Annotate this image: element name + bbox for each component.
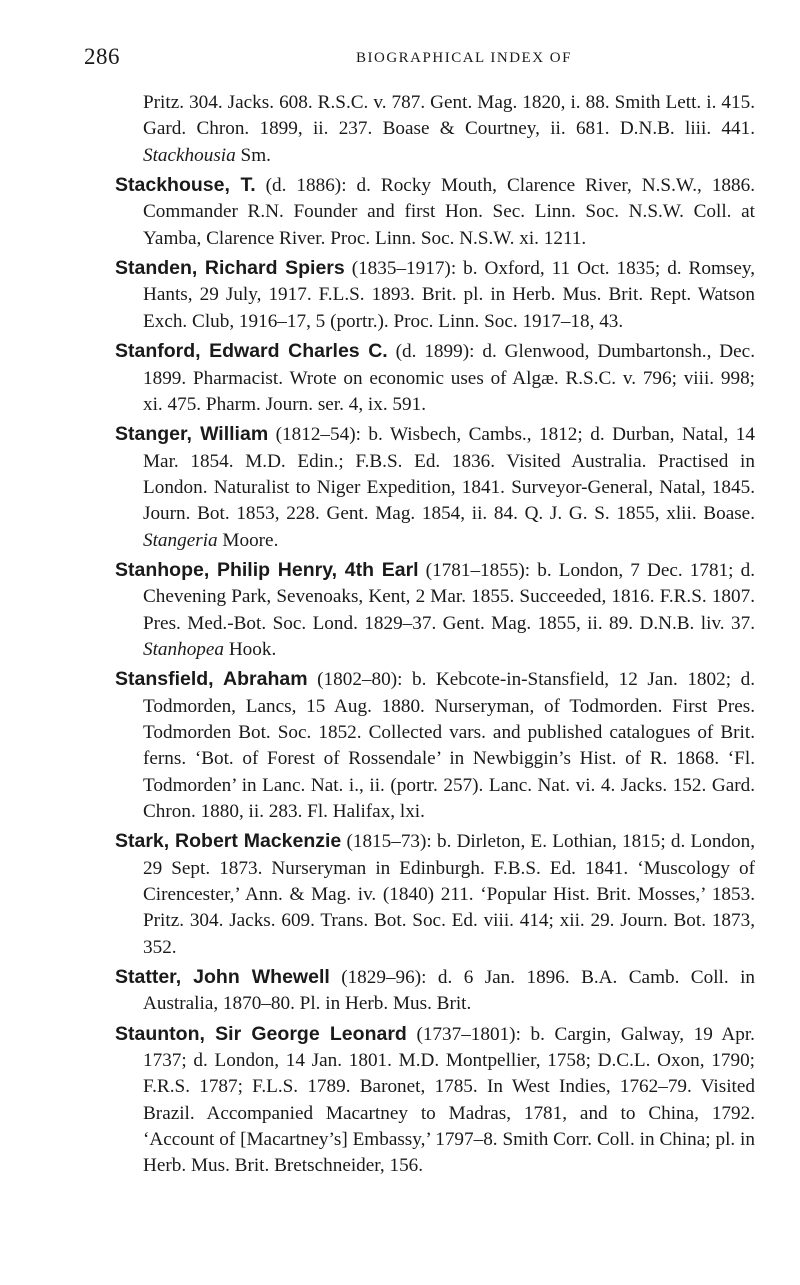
entry-genus: Stanhopea xyxy=(143,638,225,660)
entry-text: (1835–1917): b. Oxford, 11 Oct. 1835; d. Romsey, Hants, 29 July, 1917. F.L.S. 1893. Brit. pl. in Herb. Mus. Brit. Rept. Watson Exch. Club, 1916–17, 5 (portr.). Proc. Linn. Soc. 1917–18, 43. xyxy=(143,258,755,332)
entry-name: Standen, Richard Spiers xyxy=(115,257,345,280)
entry-genus-author: Sm. xyxy=(235,144,271,166)
entry-name: Statter, John Whewell xyxy=(115,966,330,988)
entry-name: Stansfield, Abraham xyxy=(115,668,308,691)
entry-text: (d. 1899): d. Glenwood, Dumbartonsh., Dec. 1899. Pharmacist. Wrote on economic uses of Algæ. R.S.C. v. 796; viii. 998; xi. 475. Pharm. Journ. ser. 4, ix. 591. xyxy=(143,341,755,415)
entry-genus-author: Hook. xyxy=(224,638,277,660)
entry-name: Stanford, Edward Charles C. xyxy=(115,340,388,363)
entry-name: Stanger, William xyxy=(115,423,269,446)
entry-name: Stackhouse, T. xyxy=(115,174,256,197)
entry-text: (1829–96): d. 6 Jan. 1896. B.A. Camb. Coll. in Australia, 1870–80. Pl. in Herb. Mus. Brit. xyxy=(143,967,755,1015)
index-entry-continuation xyxy=(115,90,755,169)
index-entry xyxy=(115,255,755,335)
index-entry xyxy=(115,421,755,553)
entry-text: (1815–73): b. Dirleton, E. Lothian, 1815; d. London, 29 Sept. 1873. Nurseryman in Edinburgh. F.B.S. Ed. 1841. ‘Muscology of Cirencester,’ Ann. & Mag. iv. (1840) 211. ‘Popular Hist. Brit. Mosses,’ 1853. Pritz. 304. Jacks. 609. Trans. Bot. Soc. Ed. viii. 414; xii. 29. Journ. Bot. 1873, 352. xyxy=(143,831,755,958)
entry-text: (d. 1886): d. Rocky Mouth, Clarence River, N.S.W., 1886. Commander R.N. Founder and first Hon. Sec. Linn. Soc. N.S.W. Coll. at Yamba, Clarence River. Proc. Linn. Soc. N.S.W. xi. 1211. xyxy=(143,175,756,249)
index-entry xyxy=(115,338,755,418)
index-entry xyxy=(115,557,755,663)
index-entry xyxy=(115,172,755,252)
running-head xyxy=(84,44,784,68)
index-entry xyxy=(115,828,755,960)
entry-text: (1737–1801): b. Cargin, Galway, 19 Apr. 1737; d. London, 14 Jan. 1801. M.D. Montpellier, 1758; D.C.L. Oxon, 1790; F.R.S. 1787; F.L.S. 1789. Baronet, 1785. In West Indies, 1762–79. Visited Brazil. Accompanied Macartney to Madras, 1781, and to China, 1792. ‘Account of [Macartney’s] Embassy,’ 1797–8. Smith Corr. Coll. in China; pl. in Herb. Mus. Brit. Bretschneider, 156. xyxy=(143,1023,755,1177)
page-number: 286 xyxy=(84,44,120,69)
index-entry xyxy=(115,666,755,825)
entry-genus: Stangeria xyxy=(143,529,218,551)
entry-text: (1781–1855): b. London, 7 Dec. 1781; d. Chevening Park, Sevenoaks, Kent, 2 Mar. 1855. Succeeded, 1816. F.R.S. 1807. Pres. Med.-Bot. Soc. Lond. 1829–37. Gent. Mag. 1855, ii. 89. D.N.B. liv. 37. xyxy=(143,559,755,634)
page-header-title: BIOGRAPHICAL INDEX OF xyxy=(356,50,572,66)
entry-name: Staunton, Sir George Leonard xyxy=(115,1022,407,1045)
entry-name: Stark, Robert Mackenzie xyxy=(115,830,342,853)
entry-genus-author: Moore. xyxy=(217,529,279,551)
entry-text: (1802–80): b. Kebcote-in-Stansfield, 12 Jan. 1802; d. Todmorden, Lancs, 15 Aug. 1880. Nurseryman, of Todmorden. First Pres. Todmorden Bot. Soc. 1852. Collected vars. and published catalogues of Brit. ferns. ‘Bot. of Forest of Rossendale’ in Newbiggin’s Hist. of R. 1868. ‘Fl. Todmorden’ in Lanc. Nat. i., ii. (portr. 257). Lanc. Nat. vi. 4. Jacks. 152. Gard. Chron. 1880, ii. 283. Fl. Halifax, lxi. xyxy=(143,669,755,822)
entry-name: Stanhope, Philip Henry, 4th Earl xyxy=(115,558,419,581)
index-entries xyxy=(115,90,755,1183)
entry-genus: Stackhousia xyxy=(143,144,236,166)
index-entry xyxy=(115,964,755,1018)
entry-text: Pritz. 304. Jacks. 608. R.S.C. v. 787. Gent. Mag. 1820, i. 88. Smith Lett. i. 415. Gard. Chron. 1899, ii. 237. Boase & Courtney, ii. 681. D.N.B. liii. 441. xyxy=(143,92,755,140)
entry-text: (1812–54): b. Wisbech, Cambs., 1812; d. Durban, Natal, 14 Mar. 1854. M.D. Edin.; F.B.S. Ed. 1836. Visited Australia. Practised in London. Naturalist to Niger Expedition, 1841. Surveyor-General, Natal, 1845. Journ. Bot. 1853, 228. Gent. Mag. 1854, ii. 84. Q. J. G. S. 1855, xlii. Boase. xyxy=(143,424,755,525)
index-entry xyxy=(115,1021,755,1180)
